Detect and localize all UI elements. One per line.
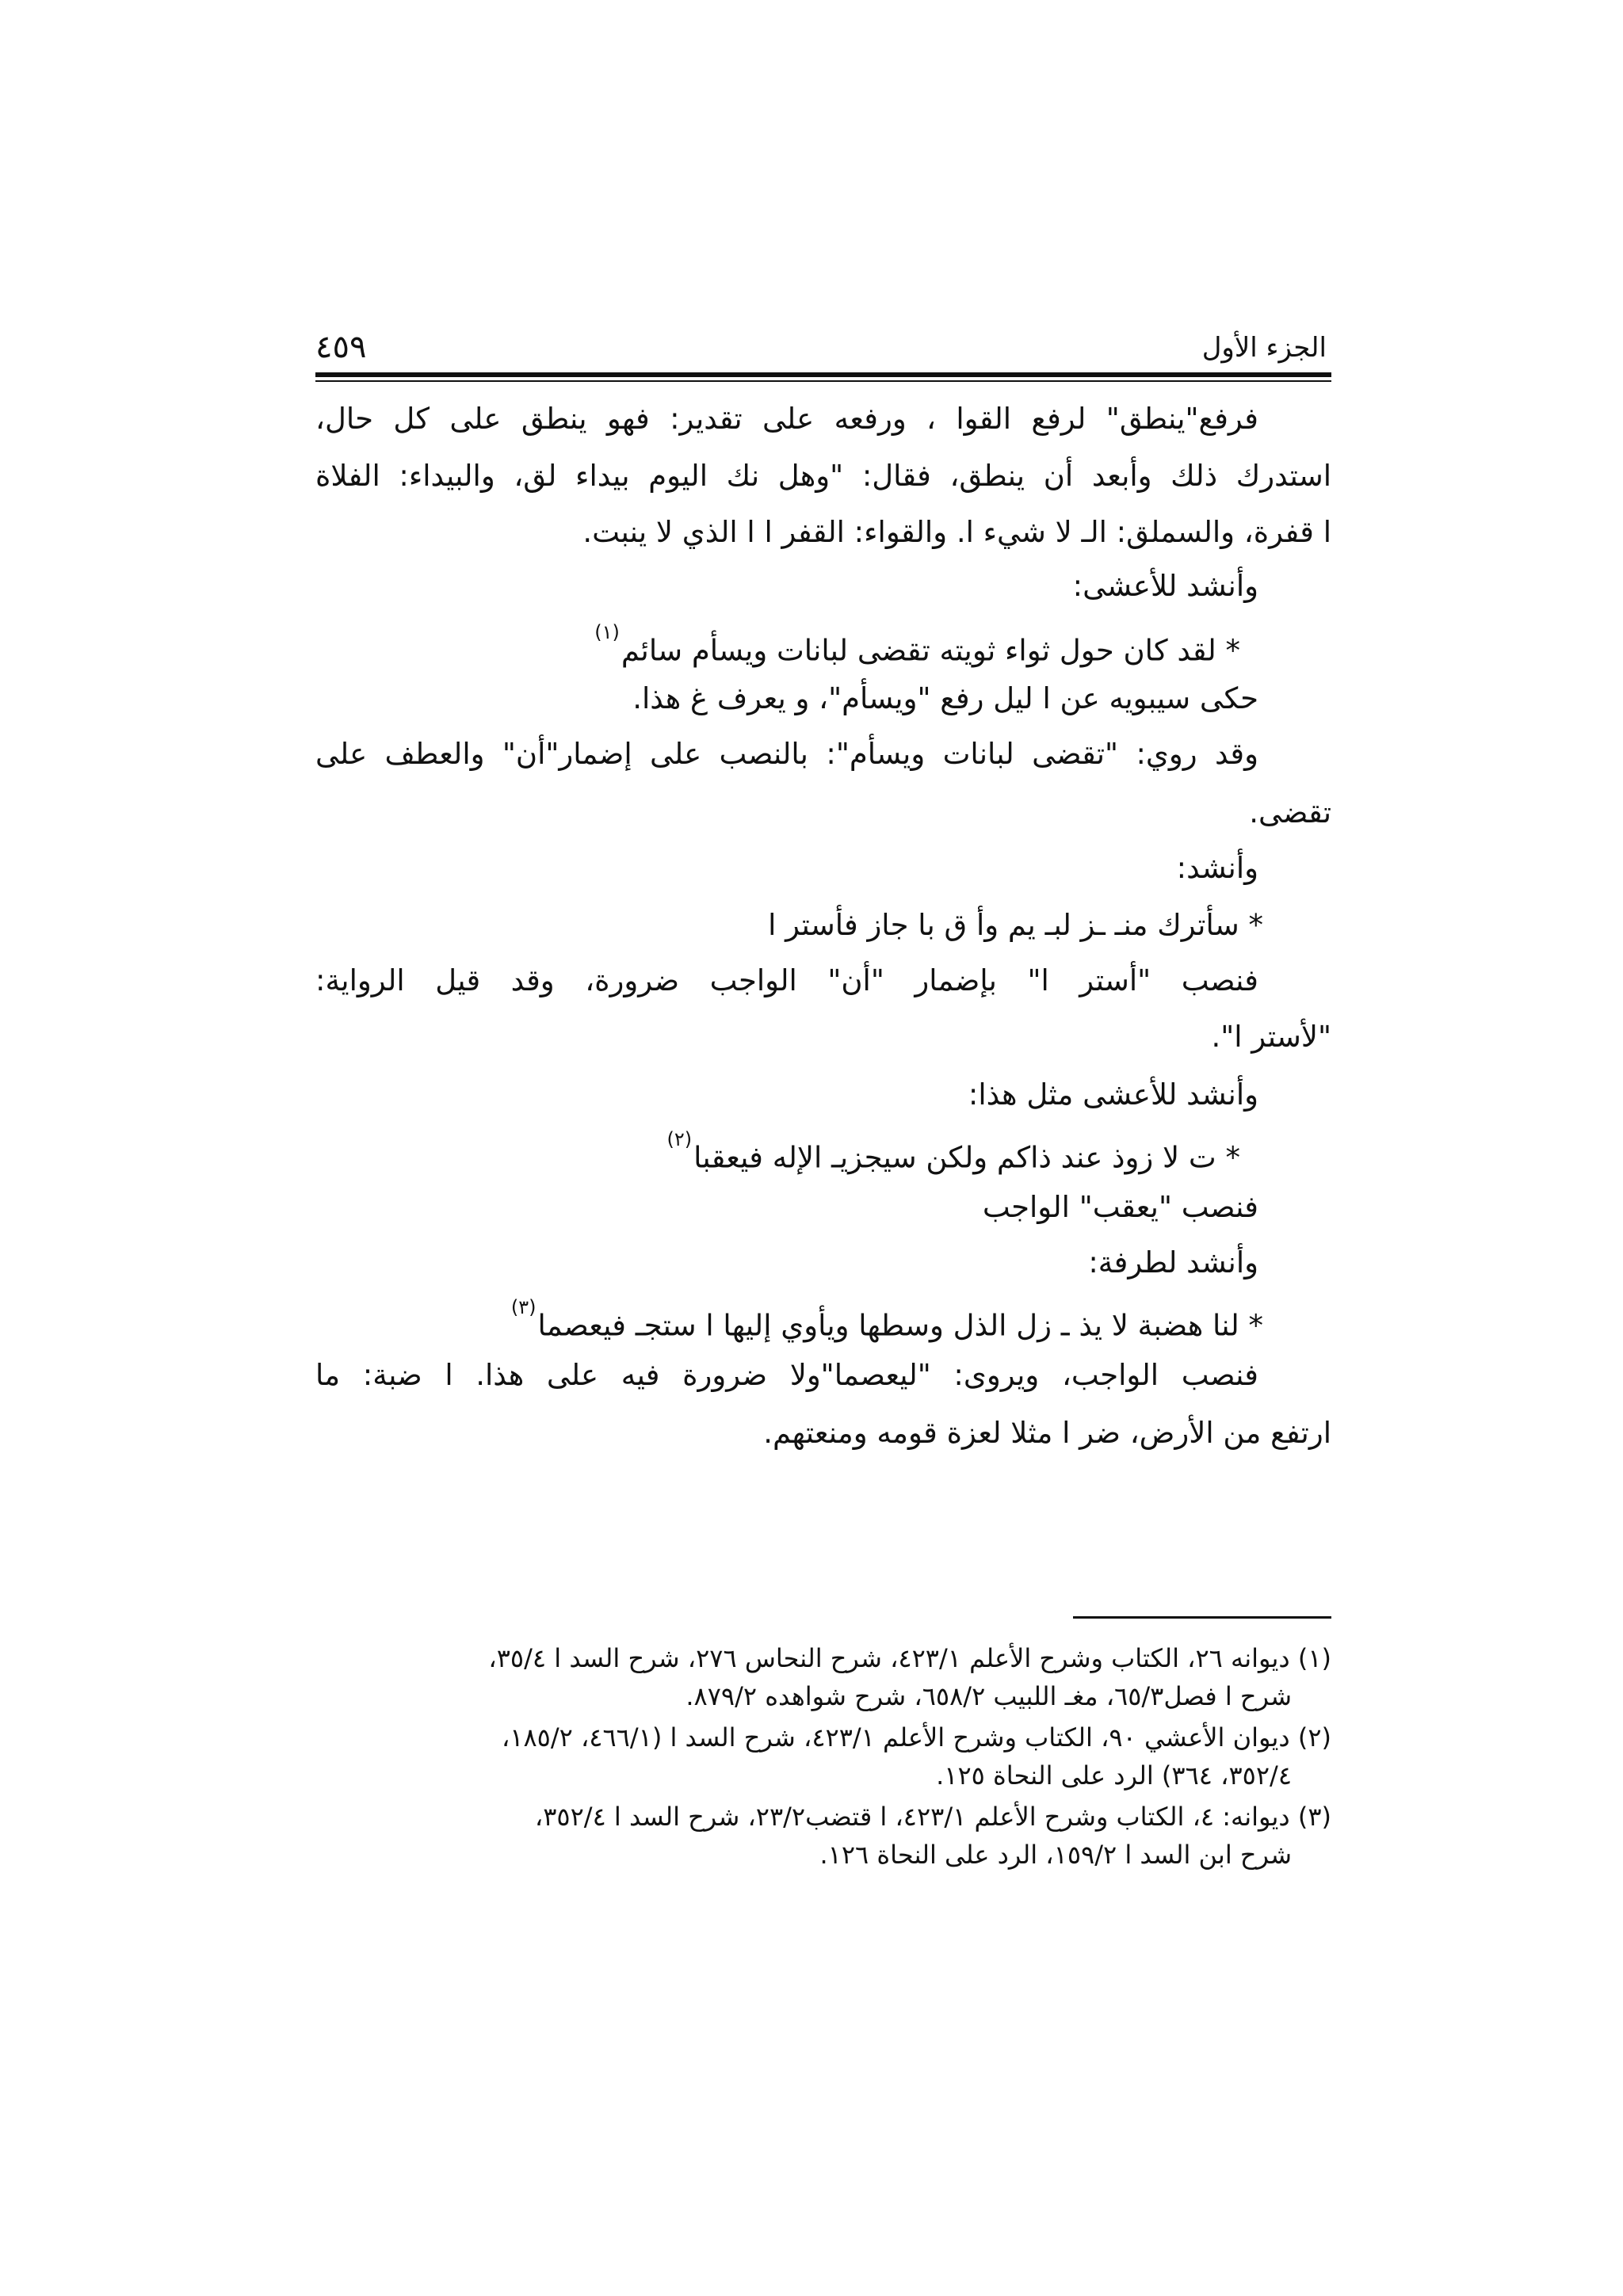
body-line: وأنشد: bbox=[1176, 851, 1258, 885]
verse-text: * لقد كان حول ثواء ثويته تقضى لبانات ويسأم سائم bbox=[621, 633, 1240, 668]
verse-line bbox=[315, 1296, 1263, 1343]
footnote-ref: (١) bbox=[594, 621, 620, 643]
footnote-separator bbox=[1073, 1616, 1331, 1619]
footnote-line: شرح ابن السد ا ١٥٩/٢، الرد على النحاة ١٢٦. bbox=[819, 1840, 1292, 1870]
footnote-ref: (٢) bbox=[666, 1128, 693, 1150]
body-line: حكى سيبويه عن ا ليل رفع "ويسأم"، و يعرف غ هذا. bbox=[632, 681, 1258, 715]
footnote-line: (١) ديوانه ٢٦، الكتاب وشرح الأعلم ٤٢٣/١، شرح النحاس ٢٧٦، شرح السد ا ٣٥/٤، bbox=[488, 1643, 1331, 1673]
verse-line bbox=[315, 1128, 1240, 1175]
footnote-line: (٢) ديوان الأعشي ٩٠، الكتاب وشرح الأعلم ٤٢٣/١، شرح السد ا (٤٦٦/١، ١٨٥/٢، bbox=[501, 1722, 1331, 1753]
body-line: "لأستر ا". bbox=[1211, 1020, 1331, 1054]
body-line: وأنشد للأعشى مثل هذا: bbox=[968, 1077, 1258, 1112]
verse-line bbox=[315, 621, 1240, 668]
page-number: ٤٥٩ bbox=[315, 329, 367, 365]
running-header bbox=[315, 326, 1331, 372]
body-line: وقد روي: "تقضى لبانات ويسأم": بالنصب على إضمار"أن" والعطف على bbox=[315, 737, 1258, 771]
header-rule bbox=[315, 372, 1331, 377]
header-title: الجزء الأول bbox=[1201, 332, 1327, 364]
body-line: فنصب "يعقب" الواجب bbox=[982, 1190, 1258, 1224]
footnote-line: ٣٥٢/٤، ٣٦٤) الرد على النحاة ١٢٥. bbox=[936, 1760, 1292, 1791]
body-line: استدرك ذلك وأبعد أن ينطق، فقال: "وهل نك اليوم بيداء لق، والبيداء: الفلاة bbox=[315, 459, 1331, 493]
footnote-ref: (٣) bbox=[510, 1296, 537, 1318]
footnote-line: شرح ا فصل٦٥/٣، مغـ اللبيب ٦٥٨/٢، شرح شواهده ٨٧٩/٢. bbox=[685, 1681, 1292, 1711]
body-line: فرفع"ينطق" لرفع القوا ، ورفعه على تقدير: فهو ينطق على كل حال، bbox=[315, 402, 1258, 436]
verse-line: * سأترك منـ ـز لبـ يم وأ ق با جاز فأستر ا bbox=[768, 908, 1263, 942]
header-rule-thin bbox=[315, 380, 1331, 382]
footnote-line: (٣) ديوانه: ٤، الكتاب وشرح الأعلم ٤٢٣/١، ا قتضب٢٣/٢، شرح السد ا ٣٥٢/٤، bbox=[534, 1802, 1331, 1832]
body-line: تقضى. bbox=[1249, 795, 1331, 830]
body-line: وأنشد لطرفة: bbox=[1088, 1245, 1258, 1280]
body-line: فنصب "أستر ا" بإضمار "أن" الواجب ضرورة، وقد قيل الرواية: bbox=[315, 963, 1258, 997]
verse-text: * لنا هضبة لا يذ ـ زل الذل وسطها ويأوي إليها ا ستجـ فيعصما bbox=[537, 1308, 1263, 1343]
body-line: وأنشد للأعشى: bbox=[1072, 569, 1258, 603]
body-line: ارتفع من الأرض، ضر ا مثلا لعزة قومه ومنعتهم. bbox=[763, 1416, 1331, 1450]
body-line: فنصب الواجب، ويروى: "ليعصما"ولا ضرورة فيه على هذا. ا ضبة: ما bbox=[315, 1358, 1258, 1392]
body-line: ا قفرة، والسملق: الـ لا شيء ا. والقواء: القفر ا ا الذي لا ينبت. bbox=[582, 515, 1331, 549]
verse-text: * ت لا زوذ عند ذاكم ولكن سيجزيـ الإله فيعقبا bbox=[693, 1140, 1240, 1175]
